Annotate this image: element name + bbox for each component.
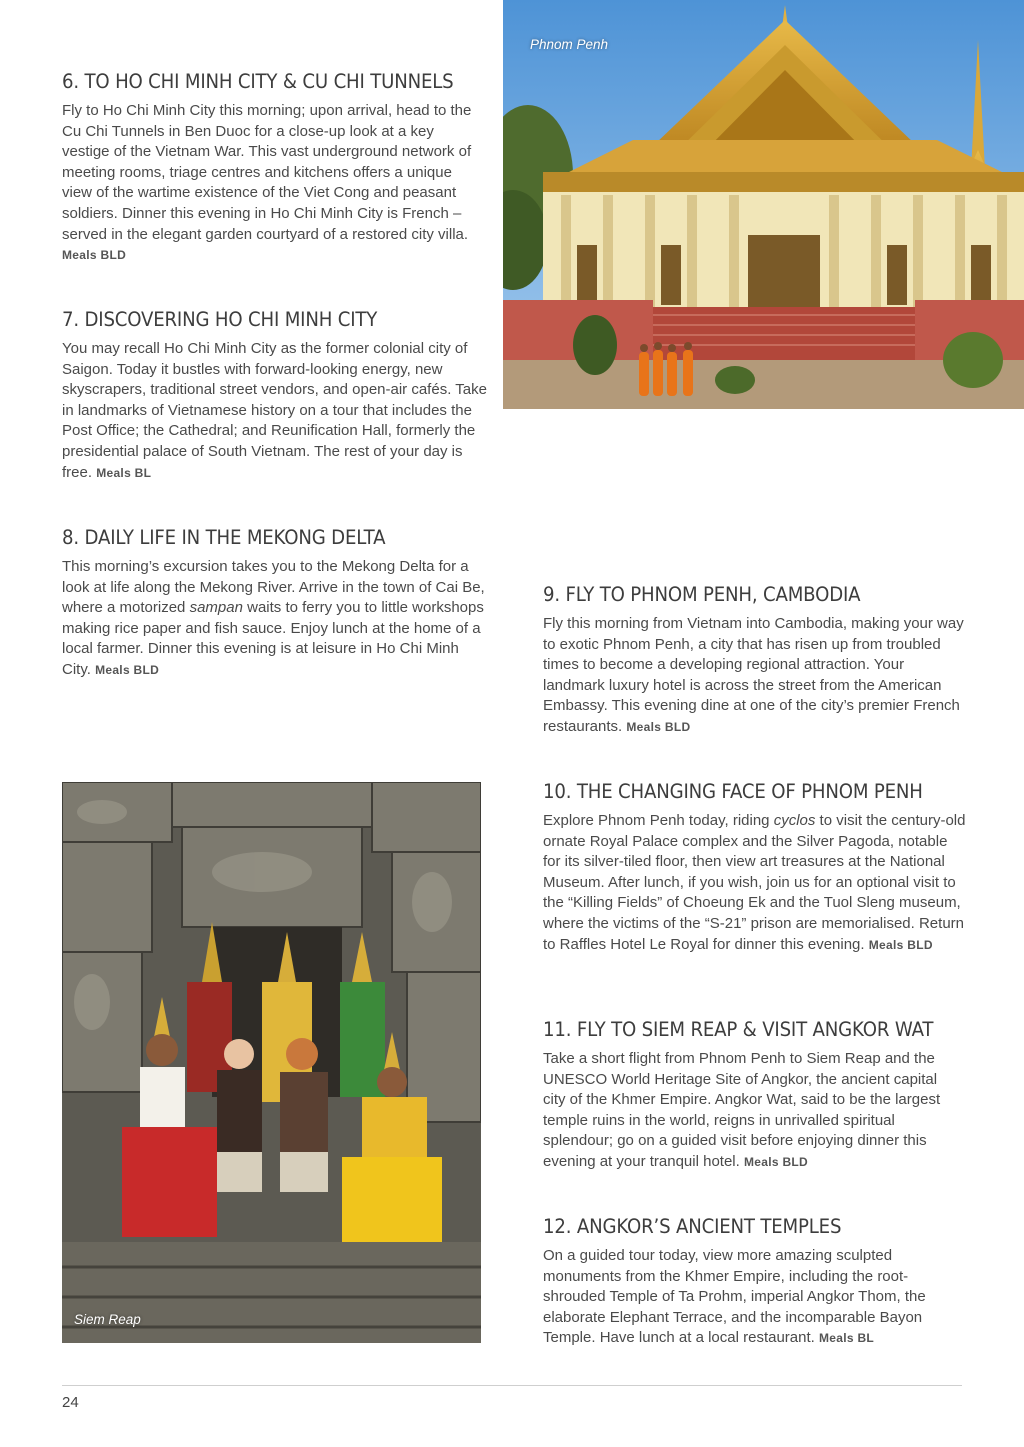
meals-label: Meals BLD [743,1154,809,1169]
meals-label: Meals BLD [868,937,933,952]
page-number: 24 [62,1394,79,1411]
day-description: This morning’s excursion takes you to the Mekong Delta for a look at life along the Mekong River. Arrive in the town of Cai Be, where a motorized sampan waits to ferry you to little workshops making rice paper and fish sauce. Enjoy lunch at the home of a local farmer. Dinner this evening is at leisure in Ho Chi Minh City. Meals BLD [62,558,485,678]
meals-label: Meals BL [96,465,152,480]
day-description: Fly this morning from Vietnam into Cambodia, making your way to exotic Phnom Penh, a city that has risen up from troubled times to become a developing regional attraction. Your landmark luxury hotel is across the street from the American Embassy. This evening dine at one of the city’s premier French restaurants. Meals BLD [543,615,964,735]
itinerary-day-9 [543,583,968,738]
meals-label: Meals BLD [62,248,127,263]
itinerary-day-8 [62,526,487,681]
day-title: 9. FLY TO PHNOM PENH, CAMBODIA [543,583,861,606]
meals-label: Meals BLD [626,719,691,734]
itinerary-day-12 [543,1215,968,1349]
day-title: 10. THE CHANGING FACE OF PHNOM PENH [543,780,923,803]
itinerary-day-10 [543,780,968,955]
day-description: On a guided tour today, view more amazing sculpted monuments from the Khmer Empire, including the root-shrouded Temple of Ta Prohm, imperial Angkor Thom, the elaborate Elephant Terrace, and the incomparable Bayon Temple. Have lunch at a local restaurant. Meals BL [543,1247,926,1347]
meals-label: Meals BL [818,1331,875,1346]
day-title: 12. ANGKOR’S ANCIENT TEMPLES [543,1215,842,1238]
photo-phnom-penh [503,0,1024,409]
itinerary-day-6 [62,70,482,266]
footer-divider [62,1385,962,1386]
itinerary-day-11 [543,1018,963,1173]
meals-label: Meals BLD [95,662,160,677]
itinerary-day-7 [62,308,487,483]
photo-caption-phnom-penh: Phnom Penh [530,37,609,52]
day-description: Take a short flight from Phnom Penh to Siem Reap and the UNESCO World Heritage Site of Angkor, the ancient capital city of the Khmer Empire. Angkor Wat, said to be the largest temple ruins in the world, reigns in unrivalled spiritual splendour; go on a guided visit before enjoying dinner this evening at your tranquil hotel. Meals BLD [543,1050,941,1170]
day-description: Explore Phnom Penh today, riding cyclos to visit the century-old ornate Royal Palace complex and the Silver Pagoda, notable for its silver-tiled floor, then view art treasures at the National Museum. After lunch, if you wish, join us for an optional visit to the “Killing Fields” of Choeung Ek and the Tuol Sleng museum, where the victims of the “S-21” prison are memorialised. Return to Raffles Hotel Le Royal for dinner this evening. Meals BLD [543,812,966,953]
day-title: 7. DISCOVERING HO CHI MINH CITY [62,308,378,331]
day-title: 6. TO HO CHI MINH CITY & CU CHI TUNNELS [62,70,454,93]
day-description: Fly to Ho Chi Minh City this morning; upon arrival, head to the Cu Chi Tunnels in Ben Duoc for a close-up look at a key vestige of the Vietnam War. This vast underground network of meeting rooms, triage centres and kitchens offers a unique view of the wartime existence of the Viet Cong and peasant soldiers. Dinner this evening in Ho Chi Minh City is French – served in the elegant garden courtyard of a restored city villa. Meals BLD [62,102,472,263]
day-title: 11. FLY TO SIEM REAP & VISIT ANGKOR WAT [543,1018,934,1041]
day-title: 8. DAILY LIFE IN THE MEKONG DELTA [62,526,386,549]
photo-caption-siem-reap: Siem Reap [74,1312,141,1327]
photo-siem-reap [62,782,481,1343]
day-description: You may recall Ho Chi Minh City as the former colonial city of Saigon. Today it bustles with forward-looking energy, new skyscrapers, traditional street vendors, and open-air cafés. Take in landmarks of Vietnamese history on a tour that includes the Post Office; the Cathedral; and Reunification Hall, formerly the presidential palace of South Vietnam. The rest of your day is free. Meals BL [62,340,487,481]
